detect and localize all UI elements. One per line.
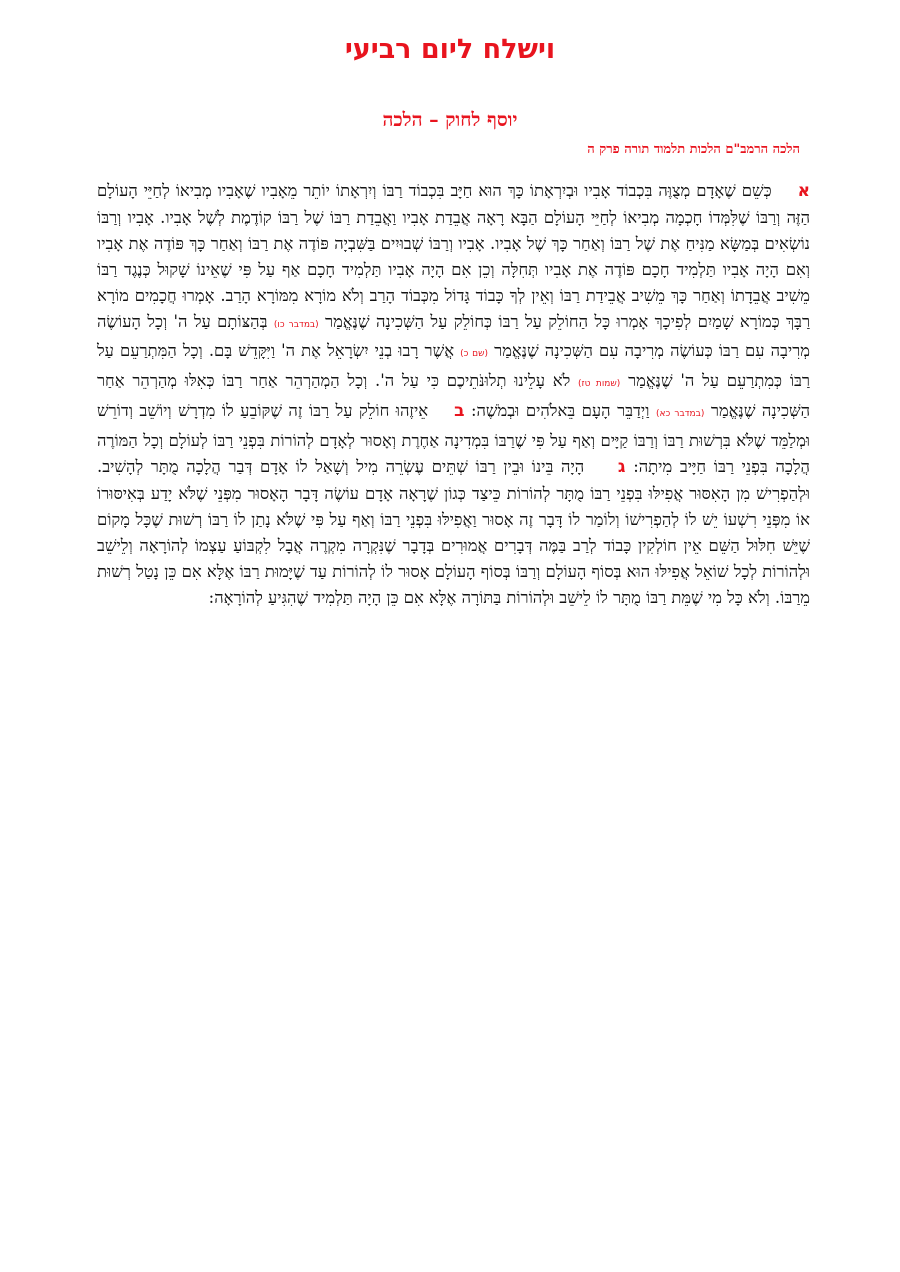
- source-reference: הלכה הרמב"ם הלכות תלמוד תורה פרק ה: [587, 142, 800, 157]
- citation-ref-1: (במדבר כו): [273, 319, 319, 330]
- citation-ref-4: (במדבר כא): [655, 409, 705, 420]
- halacha-1-text-part-2: בְּהַצּוֹתָם עַל ה' וְכָל הָעוֹשֶׂה מְרִיבָה עִם רַבּוֹ כְּעוֹשֶׂה מְרִיבָה עִם הַשְּׁכִינָה שֶׁנֶּאֱמַר: [97, 311, 810, 361]
- citation-ref-3: (שמות טז): [578, 379, 621, 390]
- citation-ref-2: (שם כ): [460, 349, 489, 360]
- page-title: וישלח ליום רביעי: [344, 34, 556, 65]
- halacha-number-3: ג: [617, 457, 626, 478]
- halacha-1-text-part-3: אֲשֶׁר רָבוּ בְנֵי יִשְׂרָאֵל אֶת ה' וַיִּקָּדֵשׁ בָּם. וְכָל הַמִּתְרַעֵם עַל רַבּוֹ כְּמִתְרַעֵם עַל ה' שֶׁנֶּאֱמַר: [97, 341, 810, 391]
- page-subtitle: יוסף לחוק – הלכה: [382, 109, 518, 131]
- halacha-number-1: א: [797, 181, 810, 201]
- halacha-2-text: אֵיזֶהוּ חוֹלֵק עַל רַבּוֹ זֶה שֶׁקּוֹבֵעַ לוֹ מִדְרָשׁ וְיוֹשֵׁב וְדוֹרֵשׁ וּמְלַמֵּד שֶׁלֹּא בִּרְשׁוּת רַבּוֹ וְרַבּוֹ קַיָּים וְאַף עַל פִּי שֶׁרַבּוֹ בִּמְדִינָה אַחֶרֶת וְאָסוּר לְאָדָם לְהוֹרוֹת בִּפְנֵי רַבּוֹ לְעוֹלָם וְכָל הַמּוֹרֶה הֲלָכָה בִּפְנֵי רַבּוֹ חַיָּיב מִיתָה:: [97, 401, 810, 477]
- halacha-1-text-part-1: כְּשֵׁם שֶׁאָדָם מְצֻוֶּה בִּכְבוֹד אָבִיו וּבְיִרְאָתוֹ כָּךְ הוּא חַיָּב בִּכְבוֹד רַבּוֹ וְיִרְאָתוֹ יוֹתֵר מֵאָבִיו שֶׁאָבִיו מְבִיאוֹ לְחַיֵּי הָעוֹלָם הַזֶּה וְרַבּוֹ שֶׁלִּמְּדוֹ חָכְמָה מְבִיאוֹ לְחַיֵּי הָעוֹלָם הַבָּא רָאָה אֲבֵדַת אָבִיו וַאֲבֵדַת רַבּוֹ שֶׁל רַבּוֹ קוֹדֶמֶת לְשֶׁל אָבִיו. אָבִיו וְרַבּוֹ נוֹשְׂאִים בְּמַשָּׂא מַנִּיחַ אֶת שֶׁל רַבּוֹ וְאַחַר כָּךְ שֶׁל אָבִיו. אָבִיו וְרַבּוֹ שְׁבוּיִים בַּשִּׁבְיָה פּוֹדֶה אֶת רַבּוֹ וְאַחַר כָּךְ פּוֹדֶה אֶת אָבִיו וְאִם הָיָה אָבִיו תַּלְמִיד חָכָם פּוֹדֶה אֶת אָבִיו תְּחִלָּה וְכֵן אִם הָיָה אָבִיו תַּלְמִיד חָכָם אַף עַל פִּי שֶׁאֵינוֹ שָׁקוּל כְּנֶגֶד רַבּוֹ מֵשִׁיב אֲבֵדָתוֹ וְאַחַר כָּךְ מֵשִׁיב אֲבֵידַת רַבּוֹ וְאֵין לְךָ כָּבוֹד גָּדוֹל מִכְּבוֹד הָרַב וְלֹא מוֹרָא מִמּוֹרָא הָרַב. אָמְרוּ חֲכָמִים מוֹרָא רַבָּךְ כְּמוֹרָא שָׁמַיִם לְפִיכָךְ אָמְרוּ כָּל הַחוֹלֵק עַל רַבּוֹ כְּחוֹלֵק עַל הַשְּׁכִינָה שֶׁנֶּאֱמַר: [97, 181, 810, 331]
- halacha-1-text-part-4: לֹא עָלֵינוּ תְלוּנֹּתֵיכֶם כִּי עַל ה'. וְכָל הַמְהַרְהֵר אַחַר רַבּוֹ כְּאִלּוּ מְהַרְהֵר אַחַר הַשְּׁכִינָה שֶׁנֶּאֱמַר: [97, 371, 811, 421]
- halacha-text: [97, 178, 810, 611]
- halacha-number-2: ב: [454, 401, 465, 422]
- halacha-1-text-part-5: וַיְדַבֵּר הָעָם בֵּאלֹהִים וּבְמֹשֶׁה:: [470, 401, 650, 421]
- halacha-3-text: הָיָה בֵּינוֹ וּבֵין רַבּוֹ שְׁתֵּים עֶשְׂרֵה מִיל וְשָׁאַל לוֹ אָדָם דְּבַר הֲלָכָה מֻתָּר לְהָשִׁיב. וּלְהַפְרִישׁ מִן הָאִסּוּר אֲפִילּוּ בִּפְנֵי רַבּוֹ מֻתָּר לְהוֹרוֹת כֵּיצַד כְּגוֹן שֶׁרָאָה אָדָם עוֹשֶׂה דָּבָר הָאָסוּר מִפְּנֵי שֶׁלֹּא יָדַע בְּאִיסּוּרוֹ אוֹ מִפְּנֵי רִשְׁעוֹ יֵשׁ לוֹ לְהַפְרִישׁוֹ וְלוֹמַר לוֹ דָּבָר זֶה אָסוּר וַאֲפִילּוּ בִּפְנֵי רַבּוֹ וְאַף עַל פִּי שֶׁלֹּא נָתַן לוֹ רַבּוֹ רְשׁוּת שֶׁכָּל מָקוֹם שֶׁיֵּשׁ חִלּוּל הַשֵּׁם אֵין חוֹלְקִין כָּבוֹד לְרַב בַּמֶּה דְּבָרִים אֲמוּרִים בְּדָבָר שֶׁנִּקְרָה מִקְרֶה אֲבָל לִקְבּוֹעַ עַצְמוֹ לְהוֹרָאָה וְלֵישֵׁב וּלְהוֹרוֹת לְכָל שׁוֹאֵל אֲפִילּוּ הוּא בְּסוֹף הָעוֹלָם וְרַבּוֹ בְּסוֹף הָעוֹלָם אָסוּר לוֹ לְהוֹרוֹת עַד שֶׁיָּמוּת רַבּוֹ אֶלָּא אִם כֵּן נָטַל רְשׁוּת מֵרַבּוֹ. וְלֹא כָּל מִי שֶׁמֵּת רַבּוֹ מֻתָּר לוֹ לֵישֵׁב וּלְהוֹרוֹת בַּתּוֹרָה אֶלָּא אִם כֵּן הָיָה תַּלְמִיד שֶׁהִגִּיעַ לְהוֹרָאָה:: [97, 457, 810, 607]
